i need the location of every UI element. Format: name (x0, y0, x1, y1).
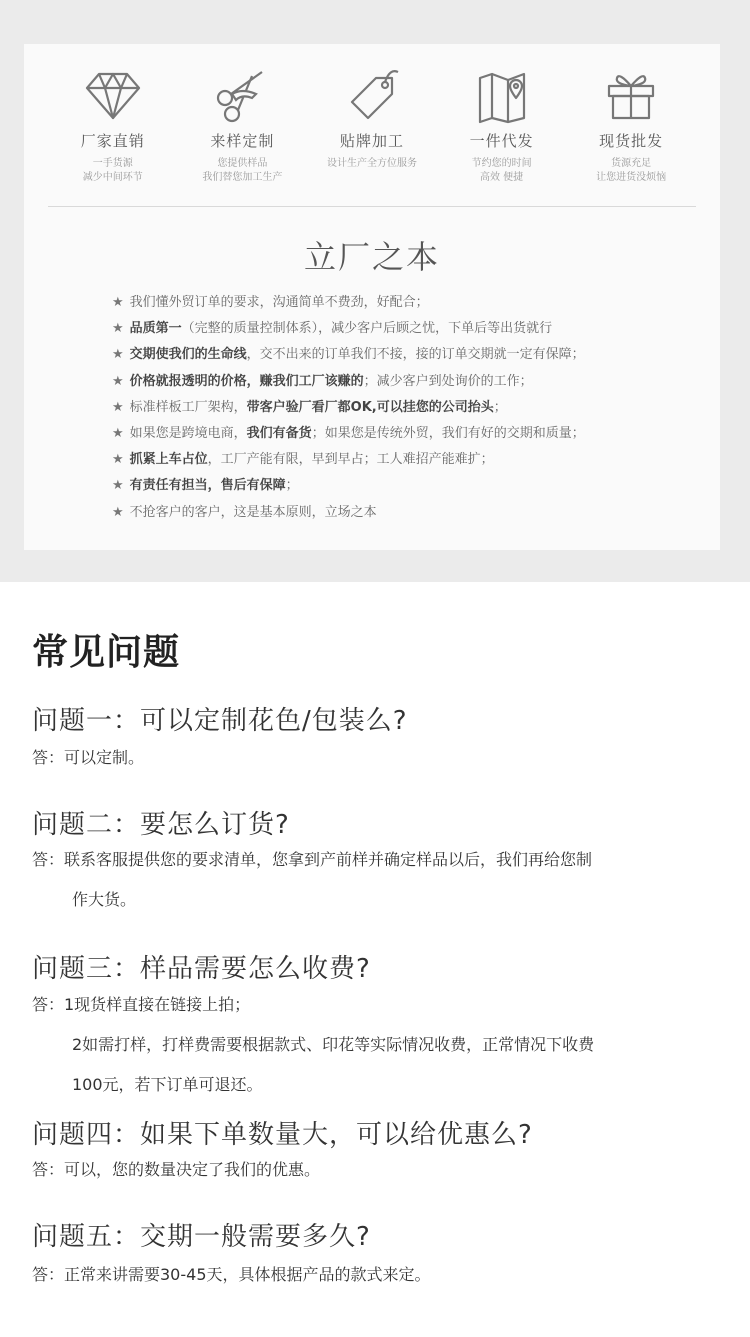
principle-item (112, 316, 680, 342)
principle-text: ，交不出来的订单我们不接，接的订单交期就一定有保障； (246, 347, 585, 363)
star-icon: ★ (112, 321, 124, 337)
feature-title: 贴牌加工 (339, 132, 404, 150)
answer-5: 答：正常来讲需要30-45天，具体根据产品的款式来定。 (32, 1265, 431, 1284)
divider (48, 206, 696, 207)
answer-line: 答：联系客服提供您的要求清单，您拿到产前样并确定样品以后，我们再给您制 (32, 850, 593, 869)
star-icon: ★ (112, 478, 124, 494)
feature-subtitle: 减少中间环节 (82, 172, 143, 183)
feature-subtitle: 让您进货没烦恼 (596, 172, 667, 183)
answer-3 (32, 985, 726, 1105)
feature-subtitle: 您提供样品 (217, 158, 268, 169)
principle-item (112, 395, 680, 421)
principle-text: ； (285, 478, 299, 494)
principle-item (112, 290, 680, 316)
principle-text: 不抢客户的客户，这是基本原则，立场之本 (129, 504, 377, 520)
principle-text: 标准样板工厂架构， (129, 399, 247, 415)
answer-2 (32, 840, 726, 920)
feature-wholesale (566, 64, 696, 214)
answer-line: 答：1现货样直接在链接上拍； (32, 995, 251, 1014)
feature-factory-direct (48, 64, 178, 214)
question-3: 问题三：样品需要怎么收费? (32, 954, 371, 984)
feature-subtitle: 货源充足 (611, 158, 652, 169)
gift-icon (601, 64, 661, 124)
feature-custom-sample (178, 64, 308, 214)
principle-item (112, 447, 680, 473)
tag-icon (342, 64, 402, 124)
star-icon: ★ (112, 425, 124, 441)
principle-text: ；减少客户到处询价的工作； (363, 373, 533, 389)
feature-subtitle: 我们替您加工生产 (202, 172, 283, 183)
feature-subtitle: 一手货源 (92, 158, 133, 169)
question-1: 问题一：可以定制花色/包装么? (32, 706, 408, 736)
answer-line: 作大货。 (72, 890, 137, 909)
star-icon: ★ (112, 373, 124, 389)
principle-item (112, 500, 680, 526)
star-icon: ★ (112, 452, 124, 468)
star-icon: ★ (112, 399, 124, 415)
principles-title: 立厂之本 (303, 238, 440, 276)
feature-row (48, 64, 696, 214)
star-icon: ★ (112, 347, 124, 363)
map-icon (472, 64, 532, 124)
principles-list (112, 290, 680, 526)
question-2: 问题二：要怎么订货? (32, 810, 290, 840)
feature-title: 来样定制 (210, 132, 275, 150)
principle-bold: 我们有备货 (246, 425, 312, 441)
top-card (24, 44, 720, 550)
principle-bold: 抓紧上车占位 (129, 452, 208, 468)
question-5: 问题五：交期一般需要多久? (32, 1222, 371, 1252)
feature-subtitle: 设计生产全方位服务 (326, 158, 417, 169)
feature-title: 厂家直销 (80, 132, 145, 150)
principle-text: ；如果您是传统外贸，我们有好的交期和质量； (311, 425, 585, 441)
feature-title: 一件代发 (469, 132, 534, 150)
principle-item (112, 473, 680, 499)
principle-bold: 带客户验厂看厂都OK,可以挂您的公司抬头 (246, 399, 494, 415)
principle-item (112, 421, 680, 447)
star-icon: ★ (112, 504, 124, 520)
feature-subtitle: 高效 便捷 (479, 172, 524, 183)
feature-oem (307, 64, 437, 214)
principle-bold: 价格就报透明的价格，赚我们工厂该赚的 (129, 373, 364, 389)
principle-item (112, 369, 680, 395)
top-panel (0, 0, 750, 582)
faq-title: 常见问题 (32, 632, 181, 673)
answer-line: 100元，若下订单可退还。 (72, 1075, 263, 1094)
principle-text: ； (493, 399, 507, 415)
principle-text: （完整的质量控制体系），减少客户后顾之忧，下单后等出货就行 (181, 321, 553, 337)
feature-dropship (437, 64, 567, 214)
principle-item (112, 342, 680, 368)
principle-bold: 交期使我们的生命线 (129, 347, 247, 363)
question-4: 问题四：如果下单数量大，可以给优惠么? (32, 1120, 533, 1150)
answer-4: 答：可以，您的数量决定了我们的优惠。 (32, 1160, 321, 1179)
principle-bold: 品质第一 (129, 321, 182, 337)
feature-title: 现货批发 (599, 132, 664, 150)
principle-text: 我们懂外贸订单的要求，沟通简单不费劲，好配合； (129, 295, 429, 310)
principle-text: 如果您是跨境电商， (129, 425, 247, 441)
answer-line: 2如需打样，打样费需要根据款式、印花等实际情况收费，正常情况下收费 (72, 1035, 595, 1054)
principle-text: ，工厂产能有限，早到早占；工人难招产能难扩； (207, 452, 494, 468)
principle-bold: 有责任有担当，售后有保障 (129, 478, 286, 494)
star-icon: ★ (112, 295, 124, 310)
scissors-icon (212, 64, 272, 124)
feature-subtitle: 节约您的时间 (471, 158, 532, 169)
diamond-icon (83, 64, 143, 124)
answer-1: 答：可以定制。 (32, 748, 145, 767)
